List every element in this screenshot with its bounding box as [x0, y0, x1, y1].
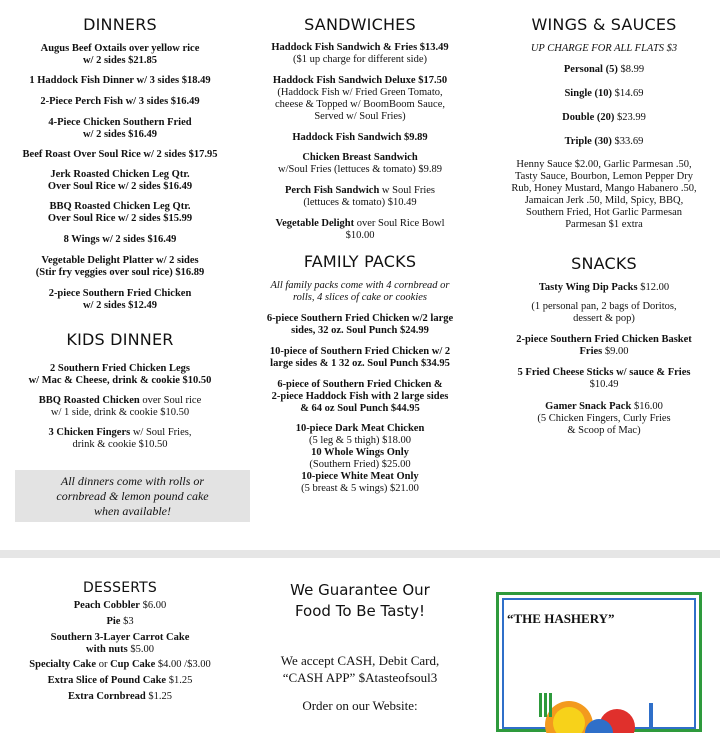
menu-item: 6-piece Southern Fried Chicken w/2 large sides, 32 oz. Soul Punch $24.99 [266, 313, 454, 336]
menu-item: Peach Cobbler $6.00 [73, 600, 167, 611]
wing-size: Double (20) $23.99 [562, 112, 646, 123]
menu-item: BBQ Roasted Chicken Leg Qtr. Over Soul Rice w/ 2 sides $15.99 [47, 201, 193, 224]
menu-item: Chicken Breast Sandwich w/Soul Fries (lettuces & tomato) $9.89 [278, 152, 442, 175]
menu-item: 2 Southern Fried Chicken Legs w/ Mac & Cheese, drink & cookie $10.50 [28, 363, 212, 386]
wing-size: Single (10) $14.69 [564, 88, 644, 99]
fork-icon [539, 693, 542, 717]
menu-item: 3 Chicken Fingers w/ Soul Fries, drink & cookie $10.50 [48, 427, 192, 450]
menu-item: 2-piece Southern Fried Chicken Basket Fries $9.00 [516, 334, 692, 357]
menu-item: 4-Piece Chicken Southern Fried w/ 2 sides $16.49 [48, 117, 192, 140]
menu-item: Haddock Fish Sandwich Deluxe $17.50 (Haddock Fish w/ Fried Green Tomato, cheese & Topped w/ BoomBoom Sauce, Served w/ Soul Fries) [272, 75, 448, 122]
upcharge-note: UP CHARGE FOR ALL FLATS $3 [530, 43, 678, 54]
menu-item: Vegetable Delight over Soul Rice Bowl $10.00 [275, 218, 445, 241]
menu-item: 2-piece Southern Fried Chicken w/ 2 sides $12.49 [48, 288, 192, 311]
menu-item: 10-piece Dark Meat Chicken (5 leg & 5 thigh) $18.00 10 Whole Wings Only (Southern Fried) $25.00 10-piece White Meat Only (5 breast & 5 wings) $21.00 [295, 423, 425, 494]
menu-item: Perch Fish Sandwich w Soul Fries (lettuces & tomato) $10.49 [284, 185, 436, 208]
dinner-note: All dinners come with rolls or cornbread & lemon pound cake when available! [15, 470, 250, 522]
dinners-title: DINNERS [83, 15, 157, 34]
menu-item: Haddock Fish Sandwich $9.89 [292, 132, 428, 143]
menu-item: Extra Cornbread $1.25 [68, 691, 172, 702]
menu-item: Tasty Wing Dip Packs $12.00 [538, 282, 670, 293]
sandwiches-title: SANDWICHES [304, 15, 416, 34]
sandwiches-section [245, 0, 475, 495]
menu-item-detail: (1 personal pan, 2 bags of Doritos, dessert & pop) [531, 301, 677, 324]
guarantee-section [245, 580, 475, 714]
wing-size: Personal (5) $8.99 [563, 64, 645, 75]
menu-item: 5 Fried Cheese Sticks w/ sauce & Fries $10.49 [517, 367, 691, 390]
knife-icon [649, 703, 653, 729]
kids-dinner-title: KIDS DINNER [66, 330, 174, 349]
dinners-section [0, 0, 240, 451]
menu-item: 10-piece of Southern Fried Chicken w/ 2 large sides & 1 32 oz. Soul Punch $34.95 [269, 346, 451, 369]
menu-item: Jerk Roasted Chicken Leg Qtr. Over Soul Rice w/ 2 sides $16.49 [47, 169, 193, 192]
family-packs-title: FAMILY PACKS [303, 252, 417, 271]
menu-item: Beef Roast Over Soul Rice w/ 2 sides $17.95 [22, 149, 218, 160]
desserts-section [0, 580, 240, 703]
menu-item: Pie $3 [106, 616, 134, 627]
menu-item: Specialty Cake or Cup Cake $4.00 /$3.00 [29, 659, 211, 670]
guarantee-heading: We Guarantee Our Food To Be Tasty! [290, 581, 430, 620]
page-divider [0, 550, 720, 558]
menu-item: 6-piece of Southern Fried Chicken & 2-piece Haddock Fish with 2 large sides & 64 oz Soul Punch $44.95 [271, 379, 449, 414]
desserts-title: DESSERTS [83, 580, 157, 596]
family-note: All family packs come with 4 cornbread or rolls, 4 slices of cake or cookies [270, 280, 450, 303]
fork-tine [549, 693, 552, 717]
wing-size: Triple (30) $33.69 [564, 136, 644, 147]
menu-item: Augus Beef Oxtails over yellow rice w/ 2 sides $21.85 [40, 43, 200, 66]
menu-item: Haddock Fish Sandwich & Fries $13.49 ($1 up charge for different side) [271, 42, 449, 65]
hashery-title: “THE HASHERY” [507, 611, 615, 626]
order-website: Order on our Website: [302, 698, 418, 713]
fork-tine [544, 693, 547, 717]
food-plate-icon [499, 683, 699, 733]
menu-item: Southern 3-Layer Carrot Cake with nuts $5.00 [50, 632, 190, 655]
menu-item: 8 Wings w/ 2 sides $16.49 [63, 234, 177, 245]
sauces-list: Henny Sauce $2.00, Garlic Parmesan .50, Tasty Sauce, Bourbon, Lemon Pepper Dry Rub, Honey Mustard, Mango Habanero .50, Jamaican Jerk .50, Mild, Spicy, BBQ, Southern Fried, Hot Garlic Parmesan Parmesan $1 extra [511, 159, 697, 230]
payment-info: We accept CASH, Debit Card, “CASH APP” $Atasteofsoul3 [280, 653, 440, 685]
menu-item: Gamer Snack Pack $16.00 (5 Chicken Fingers, Curly Fries & Scoop of Mac) [537, 401, 671, 436]
snacks-title: SNACKS [571, 254, 637, 273]
menu-item: BBQ Roasted Chicken over Soul rice w/ 1 side, drink & cookie $10.50 [38, 395, 202, 418]
wings-section [488, 0, 720, 437]
menu-item: 1 Haddock Fish Dinner w/ 3 sides $18.49 [29, 75, 211, 86]
menu-item: Extra Slice of Pound Cake $1.25 [47, 675, 193, 686]
wings-title: WINGS & SAUCES [531, 15, 677, 34]
menu-item: 2-Piece Perch Fish w/ 3 sides $16.49 [40, 96, 200, 107]
hashery-frame [496, 592, 702, 732]
menu-item: Vegetable Delight Platter w/ 2 sides (Stir fry veggies over soul rice) $16.89 [35, 255, 205, 278]
